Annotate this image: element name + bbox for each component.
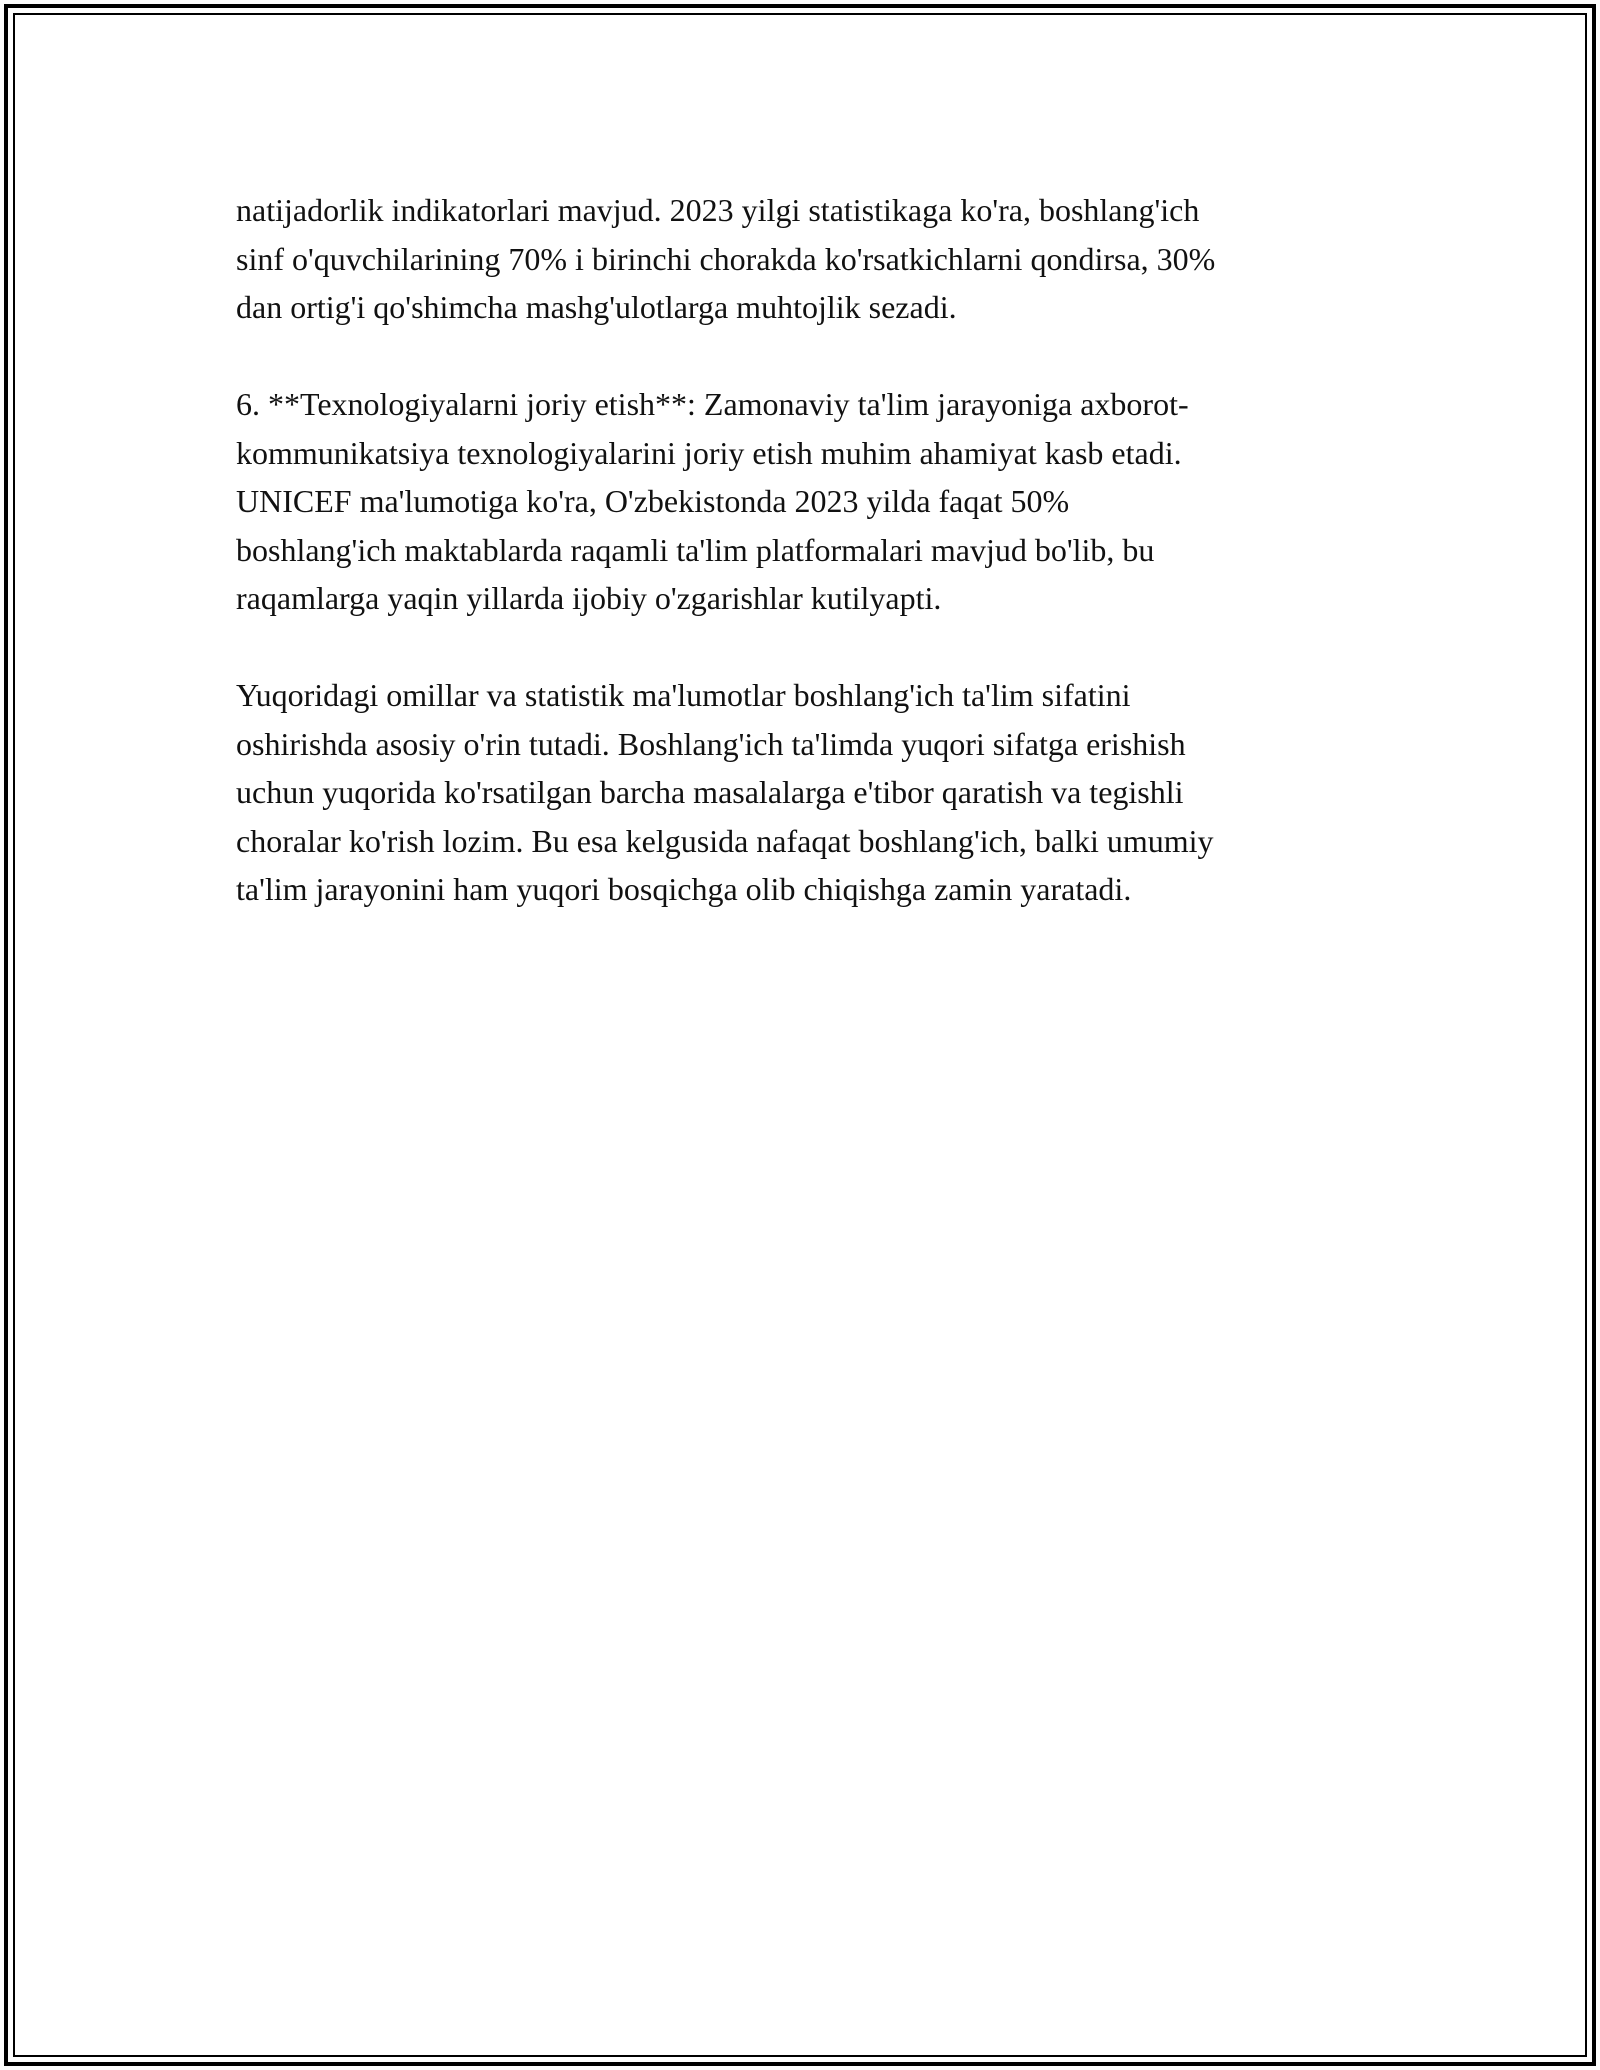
paragraph-technology-adoption: 6. **Texnologiyalarni joriy etish**: Zamonaviy ta'lim jarayoniga axborot- kommunikatsiya texnologiyalarini joriy etish muhim ahamiyat kasb etadi. UNICEF ma'lumotiga ko'ra, O'zbekistonda 2023 yilda faqat 50% boshlang'ich maktablarda raqamli ta'lim platformalari mavjud bo'lib, bu raqamlarga yaqin yillarda ijobiy o'zgarishlar kutilyapti. (236, 386, 1189, 616)
paragraph-results-indicators: natijadorlik indikatorlari mavjud. 2023 yilgi statistikaga ko'ra, boshlang'ich sinf o'quvchilarining 70% i birinchi chorakda ko'rsatkichlarni qondirsa, 30% dan ortig'i qo'shimcha mashg'ulotlarga muhtojlik sezadi. (236, 192, 1216, 325)
document-body (236, 186, 1376, 962)
paragraph-conclusion: Yuqoridagi omillar va statistik ma'lumotlar boshlang'ich ta'lim sifatini oshirishda asosiy o'rin tutadi. Boshlang'ich ta'limda yuqori sifatga erishish uchun yuqorida ko'rsatilgan barcha masalalarga e'tibor qaratish va tegishli choralar ko'rish lozim. Bu esa kelgusida nafaqat boshlang'ich, balki umumiy ta'lim jarayonini ham yuqori bosqichga olib chiqishga zamin yaratadi. (236, 677, 1214, 907)
